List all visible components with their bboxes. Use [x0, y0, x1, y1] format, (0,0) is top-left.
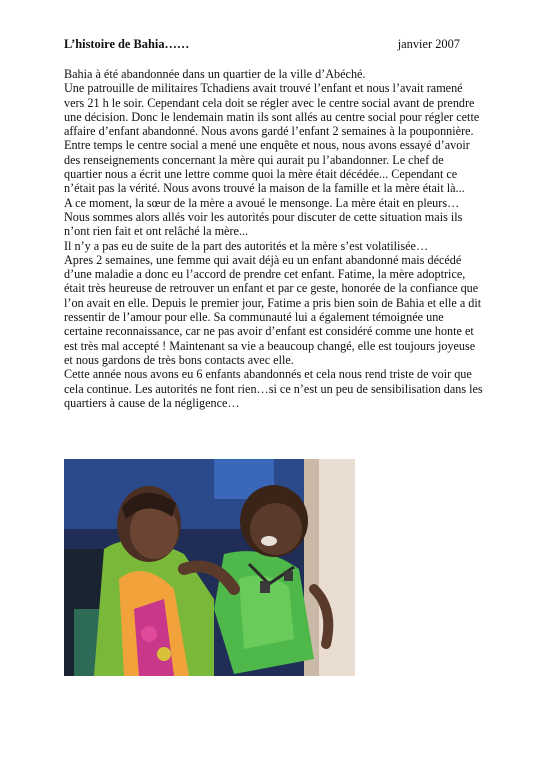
paragraph: Une patrouille de militaires Tchadiens avait trouvé l’enfant et nous l’avait ramené vers 21 h le soir. Cependant cela doit se régler avec le centre social avant de prendre une décision. Donc le lendemain matin ils sont allés au centre social pour régler cette affaire d’enfant abandonné. Nous avons gardé l’enfant 2 semaines à la pouponnière. Entre temps le centre social a mené une enquête et nous, nous avons essayé d’avoir des renseignements concernant la mère qui aurait pu l’abandonner. Le chef de quartier nous a écrit une lettre comme quoi la mère était décédée... Cependant ce n’était pas la vérité. Nous avons trouvé la maison de la famille et la mère était là... — [64, 81, 480, 196]
paragraph: Il n’y a pas eu de suite de la part des autorités et la mère s’est volatilisée… — [64, 238, 429, 253]
document-title: L’histoire de Bahia…… — [64, 37, 190, 51]
photo-illustration — [64, 459, 355, 676]
document-date: janvier 2007 — [397, 37, 460, 51]
document-header — [64, 37, 460, 52]
document-body — [64, 67, 484, 410]
paragraph: Cette année nous avons eu 6 enfants abandonnés et cela nous rend triste de voir que cela continue. Les autorités ne font rien…si ce n’est un peu de sensibilisation dans les quartiers à cause de la négligence… — [64, 367, 483, 410]
paragraph: Bahia à été abandonnée dans un quartier de la ville d’Abéché. — [64, 67, 366, 81]
paragraph: Apres 2 semaines, une femme qui avait déjà eu un enfant abandonné mais décédé d’une maladie a donc eu l’accord de prendre cet enfant. Fatime, la mère adoptrice, était très heureuse de retrouver un enfant et par ce geste, honorée de la confiance que l’on avait en elle. Depuis le premier jour, Fatime a pris bien soin de Bahia et elle a dit ressentir de l’amour pour elle. Sa communauté lui a également témoignée une certaine reconnaissance, car ne pas avoir d’enfant est considéré comme une honte et est très mal accepté ! Maintenant sa vie a beaucoup changé, elle est toujours joyeuse et nous gardons de très bons contacts avec elle. — [64, 252, 482, 367]
photo-woman-holding-baby — [64, 459, 355, 676]
paragraph: A ce moment, la sœur de la mère a avoué le mensonge. La mère était en pleurs…Nous sommes alors allés voir les autorités pour discuter de cette situation mais ils n’ont rien fait et ont relâché la mère... — [64, 195, 463, 239]
